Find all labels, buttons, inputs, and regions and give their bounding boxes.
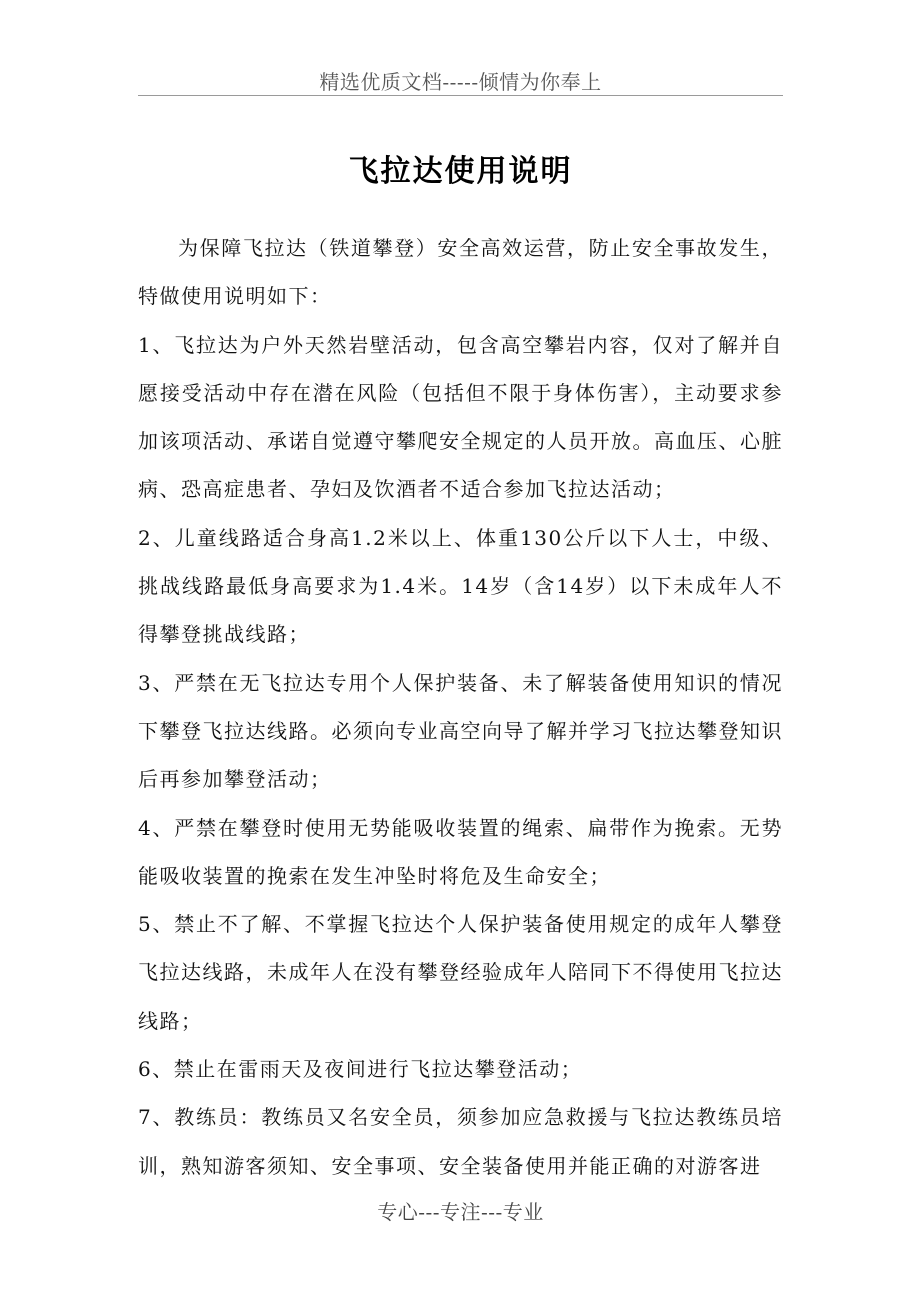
header-divider	[138, 95, 783, 96]
document-body	[138, 224, 783, 1190]
intro-paragraph: 为保障飞拉达（铁道攀登）安全高效运营，防止安全事故发生，特做使用说明如下：	[138, 236, 783, 309]
rule-item-6: 6、禁止在雷雨天及夜间进行飞拉达攀登活动；	[138, 1057, 583, 1082]
rule-item-2: 2、儿童线路适合身高1.2米以上、体重130公斤以下人士，中级、挑战线路最低身高要求为1.4米。14岁（含14岁）以下未成年人不得攀登挑战线路；	[138, 525, 783, 647]
rule-item-7: 7、教练员：教练员又名安全员，须参加应急救援与飞拉达教练员培训，熟知游客须知、安全事项、安全装备使用并能正确的对游客进	[138, 1105, 783, 1178]
page-header: 精选优质文档-----倾情为你奉上	[319, 70, 602, 94]
document-title: 飞拉达使用说明	[348, 154, 573, 189]
rule-item-5: 5、禁止不了解、不掌握飞拉达个人保护装备使用规定的成年人攀登飞拉达线路，未成年人在没有攀登经验成年人陪同下不得使用飞拉达线路；	[138, 912, 783, 1033]
rule-item-4: 4、严禁在攀登时使用无势能吸收装置的绳索、扁带作为挽索。无势能吸收装置的挽索在发生冲坠时将危及生命安全；	[138, 815, 783, 888]
rule-item-3: 3、严禁在无飞拉达专用个人保护装备、未了解装备使用知识的情况下攀登飞拉达线路。必须向专业高空向导了解并学习飞拉达攀登知识后再参加攀登活动；	[138, 670, 783, 792]
rule-item-1: 1、飞拉达为户外天然岩壁活动，包含高空攀岩内容，仅对了解并自愿接受活动中存在潜在风险（包括但不限于身体伤害），主动要求参加该项活动、承诺自觉遵守攀爬安全规定的人员开放。高血压、心脏病、恐高症患者、孕妇及饮酒者不适合参加飞拉达活动；	[138, 332, 783, 502]
page-footer: 专心---专注---专业	[377, 1200, 544, 1224]
